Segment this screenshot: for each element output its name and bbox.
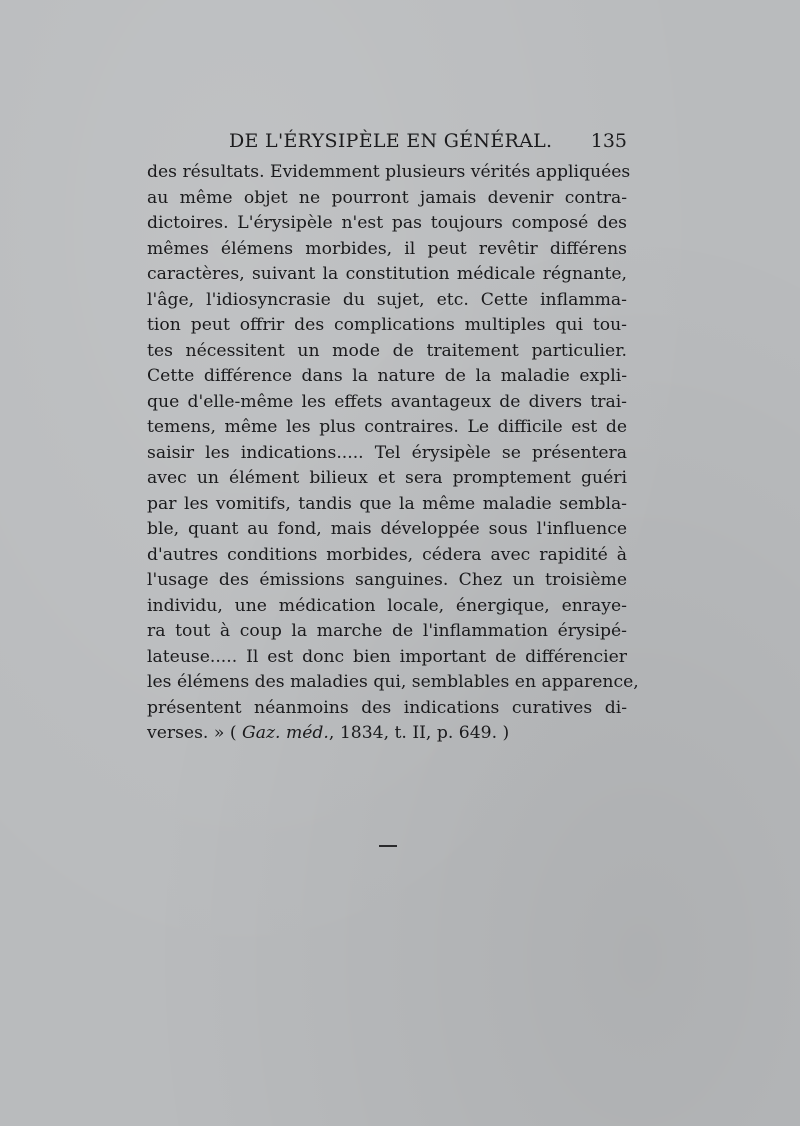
text-line: saisir les indications..... Tel érysipèle se présentera xyxy=(147,442,627,463)
text-line: tion peut offrir des complications multiples qui tou- xyxy=(147,315,627,335)
citation-prefix: verses. » ( xyxy=(147,723,242,743)
running-title: DE L'ÉRYSIPÈLE EN GÉNÉRAL. xyxy=(229,130,553,152)
text-line: ra tout à coup la marche de l'inflammation érysipé- xyxy=(147,621,627,641)
text-line: temens, même les plus contraires. Le difficile est de xyxy=(147,417,627,437)
section-end-rule xyxy=(379,845,397,847)
text-line: au même objet ne pourront jamais devenir contra- xyxy=(147,187,627,208)
text-line: l'usage des émissions sanguines. Chez un troisième xyxy=(147,570,627,590)
text-line: individu, une médication locale, énergique, enraye- xyxy=(147,595,627,616)
text-line: avec un élément bilieux et sera promptement guéri xyxy=(147,468,627,488)
text-line: ble, quant au fond, mais développée sous l'influence xyxy=(147,519,627,539)
text-line: par les vomitifs, tandis que la même maladie sembla- xyxy=(147,493,627,514)
page-number: 135 xyxy=(590,130,627,152)
text-line: que d'elle-même les effets avantageux de divers trai- xyxy=(147,391,627,412)
citation-journal: Gaz. méd. xyxy=(242,723,329,743)
text-line: l'âge, l'idiosyncrasie du sujet, etc. Cette inflamma- xyxy=(147,289,627,310)
text-line: d'autres conditions morbides, cédera avec rapidité à xyxy=(147,544,627,565)
text-line: dictoires. L'érysipèle n'est pas toujours composé des xyxy=(147,213,627,233)
text-line: présentent néanmoins des indications curatives di- xyxy=(147,697,627,718)
text-line: mêmes élémens morbides, il peut revêtir différens xyxy=(147,238,627,259)
text-line: les élémens des maladies qui, semblables en apparence, xyxy=(147,672,639,692)
citation-suffix: , 1834, t. II, p. 649. ) xyxy=(328,723,510,743)
text-line: tes nécessitent un mode de traitement particulier. xyxy=(147,340,627,361)
text-line: lateuse..... Il est donc bien important de différencier xyxy=(147,646,627,667)
body-paragraph xyxy=(147,160,639,747)
text-line: caractères, suivant la constitution médicale régnante, xyxy=(147,264,627,284)
text-line-citation xyxy=(147,721,627,747)
running-head xyxy=(147,128,627,158)
text-line: des résultats. Evidemment plusieurs vérités appliquées xyxy=(147,162,631,182)
text-line: Cette différence dans la nature de la maladie expli- xyxy=(147,366,627,386)
